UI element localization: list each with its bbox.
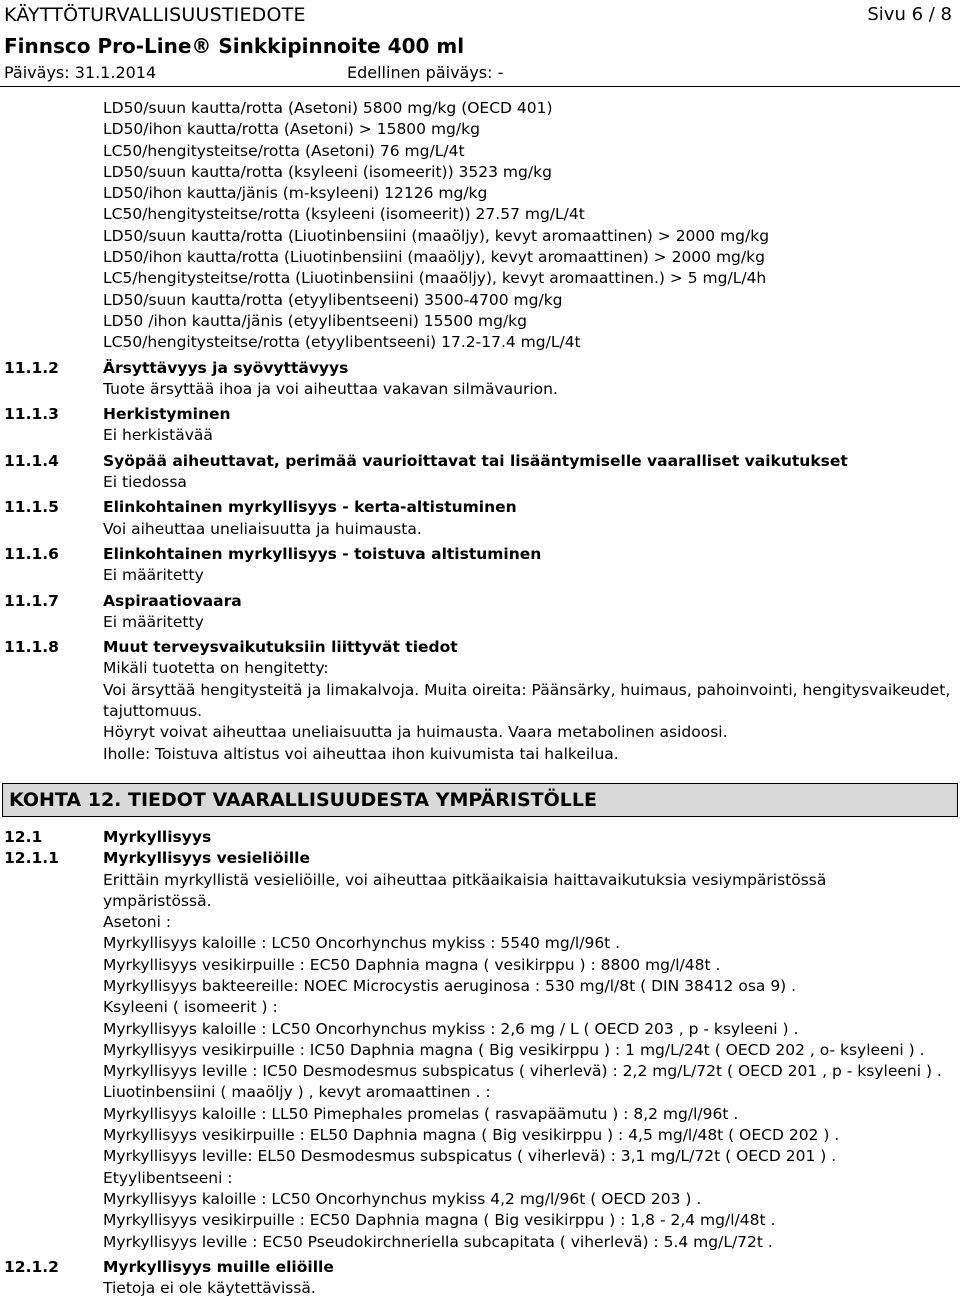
subsection-number: 11.1.6 [4, 544, 59, 563]
tox-line: LC50/hengitysteitse/rotta (etyylibentseeni) 17.2-17.4 mg/L/4t [103, 333, 581, 352]
subsection-title: Myrkyllisyys vesieliöille [103, 849, 310, 868]
subsection-11-1-8 [0, 637, 960, 658]
subsection-title: Elinkohtainen myrkyllisyys - toistuva altistuminen [103, 544, 542, 563]
subsection-text: Voi ärsyttää hengitysteitä ja limakalvoja. Muita oireita: Päänsärky, huimaus, pahoinvointi, hengitysvaikeudet, tajuttomuus. [103, 680, 951, 721]
ecotox-line: Myrkyllisyys vesikirpuille : EC50 Daphnia magna ( vesikirppu ) : 8800 mg/l/48t . [103, 955, 721, 974]
subsection-12-1-1 [0, 848, 960, 869]
subsection-number: 12.1.1 [4, 849, 59, 868]
ecotox-line: Myrkyllisyys leville : IC50 Desmodesmus subspicatus ( viherlevä) : 2,2 mg/L/72t ( OECD 201 , p - ksyleeni ) . [103, 1062, 942, 1081]
page-number: Sivu 6 / 8 [867, 4, 952, 25]
subsection-text: Ei määritetty [103, 566, 204, 585]
subsection-text: Voi aiheuttaa uneliaisuutta ja huimausta. [103, 519, 422, 538]
subsection-11-1-7 [0, 591, 960, 612]
subsection-number: 11.1.2 [4, 358, 59, 377]
tox-line: LD50/suun kautta/rotta (etyylibentseeni) 3500-4700 mg/kg [103, 290, 563, 309]
subsection-12-1 [0, 827, 960, 848]
ecotox-line: Myrkyllisyys kaloille : LL50 Pimephales promelas ( rasvapäämutu ) : 8,2 mg/l/96t . [103, 1104, 739, 1123]
document-body [0, 98, 960, 1299]
ecotox-line: Myrkyllisyys bakteereille: NOEC Microcystis aeruginosa : 530 mg/l/8t ( DIN 38412 osa 9) . [103, 976, 797, 995]
subsection-title: Muut terveysvaikutuksiin liittyvät tiedot [103, 638, 458, 657]
document-title: KÄYTTÖTURVALLISUUSTIEDOTE [4, 4, 306, 26]
ecotoxicity-list [0, 912, 960, 1253]
subsection-number: 11.1.5 [4, 498, 59, 517]
subsection-11-1-4 [0, 451, 960, 472]
revision-date: Päiväys: 31.1.2014 [4, 63, 157, 82]
header-divider [0, 86, 960, 87]
tox-line: LD50 /ihon kautta/jänis (etyylibentseeni) 15500 mg/kg [103, 311, 528, 330]
subsection-title: Herkistyminen [103, 405, 231, 424]
subsection-number: 11.1.3 [4, 405, 59, 424]
subsection-title: Aspiraatiovaara [103, 591, 242, 610]
subsection-title: Elinkohtainen myrkyllisyys - kerta-altistuminen [103, 498, 517, 517]
ecotox-line: Myrkyllisyys kaloille : LC50 Oncorhynchus mykiss : 2,6 mg / L ( OECD 203 , p - ksyleeni ) . [103, 1019, 799, 1038]
subsection-number: 11.1.4 [4, 451, 59, 470]
tox-line: LD50/suun kautta/rotta (ksyleeni (isomeerit)) 3523 mg/kg [103, 162, 552, 181]
subsection-text: Höyryt voivat aiheuttaa uneliaisuutta ja huimausta. Vaara metabolinen asidoosi. [103, 723, 728, 742]
ecotox-line: Myrkyllisyys kaloille : LC50 Oncorhynchus mykiss : 5540 mg/l/96t . [103, 934, 621, 953]
subsection-text: Ei määritetty [103, 612, 204, 631]
ecotox-line: Myrkyllisyys kaloille : LC50 Oncorhynchus mykiss 4,2 mg/l/96t ( OECD 203 ) . [103, 1189, 702, 1208]
tox-line: LD50/ihon kautta/rotta (Liuotinbensiini (maaöljy), kevyt aromaattinen) > 2000 mg/kg [103, 248, 765, 267]
subsection-number: 11.1.8 [4, 638, 59, 657]
subsection-text: Tuote ärsyttää ihoa ja voi aiheuttaa vakavan silmävaurion. [103, 379, 558, 398]
subsection-number: 11.1.7 [4, 591, 59, 610]
ecotox-line: Ksyleeni ( isomeerit ) : [103, 998, 278, 1017]
subsection-text: Ei herkistävää [103, 426, 213, 445]
subsection-11-1-6 [0, 544, 960, 565]
tox-line: LD50/ihon kautta/jänis (m-ksyleeni) 12126 mg/kg [103, 184, 488, 203]
ecotox-line: Myrkyllisyys leville: EL50 Desmodesmus subspicatus ( viherlevä) : 3,1 mg/L/72t ( OECD 201 ) . [103, 1147, 837, 1166]
ecotox-line: Liuotinbensiini ( maaöljy ) , kevyt aromaattinen . : [103, 1083, 491, 1102]
subsection-title: Ärsyttävyys ja syövyttävyys [103, 358, 349, 377]
page-header [0, 0, 960, 90]
subsection-11-1-5 [0, 497, 960, 518]
subsection-11-1-2 [0, 358, 960, 379]
ecotox-line: Etyylibentseeni : [103, 1168, 233, 1187]
subsection-number: 12.1 [4, 827, 43, 846]
ecotox-line: Myrkyllisyys vesikirpuille : IC50 Daphnia magna ( Big vesikirppu ) : 1 mg/L/24t ( OECD 202 , o- ksyleeni ) . [103, 1040, 925, 1059]
section-12-heading: KOHTA 12. TIEDOT VAARALLISUUDESTA YMPÄRISTÖLLE [2, 783, 958, 817]
subsection-11-1-3 [0, 404, 960, 425]
subsection-text: Erittäin myrkyllistä vesieliöille, voi aiheuttaa pitkäaikaisia haittavaikutuksia vesiympäristössä ympäristössä. [103, 870, 827, 910]
tox-line: LC5/hengitysteitse/rotta (Liuotinbensiini (maaöljy), kevyt aromaattinen.) > 5 mg/L/4h [103, 269, 767, 288]
subsection-12-1-2 [0, 1257, 960, 1278]
tox-line: LD50/suun kautta/rotta (Asetoni) 5800 mg/kg (OECD 401) [103, 99, 553, 117]
subsection-text: Ei tiedossa [103, 473, 187, 492]
previous-date: Edellinen päiväys: - [347, 63, 504, 82]
tox-line: LC50/hengitysteitse/rotta (ksyleeni (isomeerit)) 27.57 mg/L/4t [103, 205, 585, 224]
subsection-title: Syöpää aiheuttavat, perimää vaurioittavat tai lisääntymiselle vaaralliset vaikutukset [103, 451, 848, 470]
toxicity-values-list [0, 98, 960, 354]
subsection-text: Iholle: Toistuva altistus voi aiheuttaa ihon kuivumista tai halkeilua. [103, 744, 619, 763]
ecotox-line: Myrkyllisyys leville : EC50 Pseudokirchneriella subcapitata ( viherlevä) : 5.4 mg/L/72t . [103, 1232, 773, 1251]
ecotox-line: Myrkyllisyys vesikirpuille : EC50 Daphnia magna ( Big vesikirppu ) : 1,8 - 2,4 mg/l/48t . [103, 1211, 776, 1230]
ecotox-line: Myrkyllisyys vesikirpuille : EL50 Daphnia magna ( Big vesikirppu ) : 4,5 mg/l/48t ( OECD 202 ) . [103, 1126, 840, 1145]
subsection-number: 12.1.2 [4, 1257, 59, 1276]
tox-line: LC50/hengitysteitse/rotta (Asetoni) 76 mg/L/4t [103, 141, 465, 160]
product-name: Finnsco Pro-Line® Sinkkipinnoite 400 ml [4, 34, 465, 58]
subsection-text: Tietoja ei ole käytettävissä. [103, 1279, 316, 1298]
ecotox-line: Asetoni : [103, 913, 172, 932]
subsection-text: Mikäli tuotetta on hengitetty: [103, 659, 329, 678]
subsection-title: Myrkyllisyys muille eliöille [103, 1257, 334, 1276]
tox-line: LD50/suun kautta/rotta (Liuotinbensiini (maaöljy), kevyt aromaattinen) > 2000 mg/kg [103, 226, 770, 245]
tox-line: LD50/ihon kautta/rotta (Asetoni) > 15800 mg/kg [103, 120, 480, 139]
subsection-title: Myrkyllisyys [103, 827, 212, 846]
